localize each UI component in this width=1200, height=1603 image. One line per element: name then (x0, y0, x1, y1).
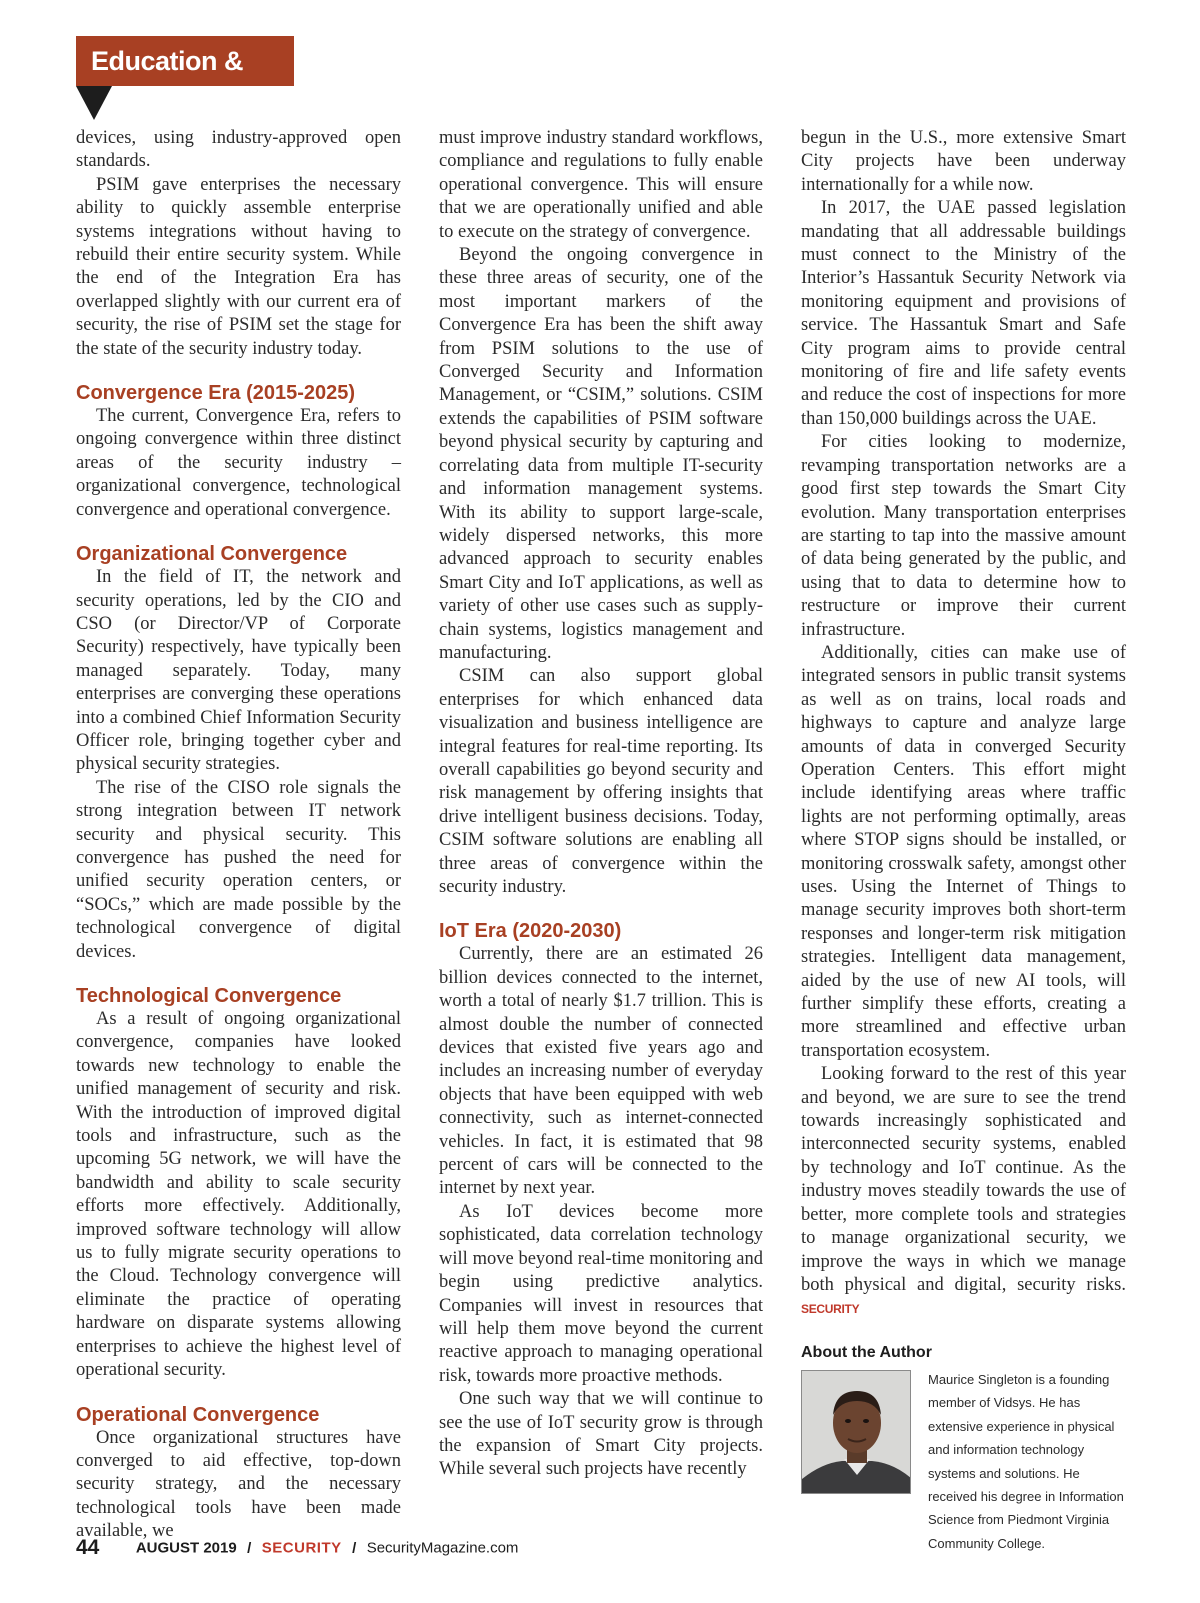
section-heading-iot-era: IoT Era (2020-2030) (439, 920, 622, 943)
website-link[interactable]: SecurityMagazine.com (366, 1539, 519, 1557)
paragraph: PSIM gave enterprises the necessary ability to quickly assemble enterprise systems integrations without having to rebuild their entire security system. While the end of the Integration Era has overlapped slightly with our current era of security, the rise of PSIM set the stage for the state of the security industry today. (76, 174, 401, 359)
author-heading: About the Author (801, 1344, 932, 1361)
paragraph: For cities looking to modernize, revamping transportation networks are a good first step towards the Smart City evolution. Many transportation enterprises are starting to tap into the massive amount of data being generated by the public, and using that to data to determine how to restructure or improve their current infrastructure. (801, 432, 1126, 640)
magazine-name: SECURITY (261, 1539, 342, 1557)
section-heading-convergence-era: Convergence Era (2015-2025) (76, 382, 356, 405)
footer-separator: / (247, 1539, 252, 1557)
article-column-3 (801, 127, 1126, 1322)
end-mark: SECURITY (801, 1302, 860, 1317)
page-footer (76, 1536, 518, 1566)
paragraph: In 2017, the UAE passed legislation mandating that all addressable buildings must connect to the Ministry of the Interior’s Hassantuk Security Network via monitoring equipment and provisions of service. The Hassantuk Smart and Safe City program aims to provide central monitoring of fire and life safety events and reduce the cost of inspections for more than 150,000 buildings across the UAE. (801, 198, 1126, 429)
paragraph: The current, Convergence Era, refers to ongoing convergence within three distinct areas of the security industry – organizational convergence, technological convergence and operational convergence. (76, 406, 401, 520)
paragraph: As IoT devices become more sophisticated, data correlation technology will move beyond real-time monitoring and begin using predictive analytics. Companies will invest in resources that will help them move beyond the current reactive approach to managing operational risk, towards more proactive methods. (439, 1201, 763, 1386)
page-number: 44 (76, 1536, 100, 1559)
article-column-2 (439, 127, 763, 1482)
section-tab: Education & Training (76, 36, 294, 86)
paragraph: CSIM can also support global enterprises for which enhanced data visualization and business intelligence are integral features for real-time reporting. Its overall capabilities go beyond security and risk management by offering insights that drive intelligent business decisions. Today, CSIM software solutions are enabling all three areas of convergence within the security industry. (439, 666, 763, 897)
paragraph: The rise of the CISO role signals the strong integration between IT network security and physical security. This convergence has pushed the need for unified security operation centers, or “SOCs,” which are made possible by the technological convergence of digital devices. (76, 777, 401, 962)
paragraph: devices, using industry-approved open standards. (76, 128, 401, 172)
paragraph: In the field of IT, the network and security operations, led by the CIO and CSO (or Director/VP of Corporate Security) respectively, have typically been managed separately. Today, many enterprises are converging these operations into a combined Chief Information Security Officer role, bringing together cyber and physical security strategies. (76, 567, 401, 775)
paragraph: Additionally, cities can make use of integrated sensors in public transit systems as well as on trains, local roads and highways to capture and analyze large amounts of data in converged Security Operation Centers. This effort might include identifying areas where traffic lights are not performing optimally, areas where STOP signs should be installed, or monitoring crosswalk safety, amongst other uses. Using the Internet of Things to manage security improves both short-term responses and longer-term risk mitigation strategies. Intelligent data management, aided by the use of new AI tools, will further simplify these efforts, creating a more streamlined and effective urban transportation ecosystem. (801, 642, 1126, 1061)
issue-date: AUGUST 2019 (135, 1539, 237, 1557)
paragraph: begun in the U.S., more extensive Smart City projects have been underway internationally for a while now. (801, 128, 1126, 195)
section-tab-pointer (76, 86, 112, 120)
footer-separator: / (352, 1539, 357, 1557)
paragraph: must improve industry standard workflows, compliance and regulations to fully enable operational convergence. This will ensure that we are operationally unified and able to execute on the strategy of convergence. (439, 128, 763, 242)
paragraph: Once organizational structures have converged to aid effective, top-down security strategy, and the necessary technological tools have been made available, we (76, 1427, 401, 1542)
paragraph: Beyond the ongoing convergence in these three areas of security, one of the most important markers of the Convergence Era has been the shift away from PSIM solutions to the use of Converged Security and Information Management, or “CSIM,” solutions. CSIM extends the capabilities of PSIM software beyond physical security by capturing and correlating data from multiple IT-security and information management systems. With its ability to support large-scale, widely dispersed networks, this more advanced approach to security enables Smart City and IoT applications, as well as variety of other use cases such as supply-chain systems, logistics management and manufacturing. (439, 245, 763, 663)
paragraph (801, 1063, 1126, 1321)
paragraph: Currently, there are an estimated 26 billion devices connected to the internet, worth a total of nearly $1.7 trillion. This is almost double the number of connected devices that existed five years ago and includes an increasing number of everyday objects that have been equipped with web connectivity, such as internet-connected vehicles. In fact, it is estimated that 98 percent of cars will be connected to the internet by next year. (439, 944, 763, 1199)
section-heading-operational: Operational Convergence (76, 1403, 320, 1426)
author-bio: Maurice Singleton is a founding member of Vidsys. He has extensive experience in physical and information technology systems and solutions. He received his degree in Information Science from Piedmont Virginia Community College. (928, 1372, 1124, 1551)
section-heading-technological: Technological Convergence (76, 985, 342, 1007)
section-heading-organizational: Organizational Convergence (76, 543, 348, 566)
paragraph: One such way that we will continue to see the use of IoT security grow is through the expansion of Smart City projects. While several such projects have recently (439, 1389, 763, 1480)
author-portrait-icon (802, 1371, 911, 1494)
article-column-1 (76, 127, 401, 1544)
author-photo (801, 1370, 911, 1494)
paragraph-text: Looking forward to the rest of this year and beyond, we are sure to see the trend towards increasingly sophisticated and interconnected security systems, enabled by technology and IoT continue. As the industry moves steadily towards the use of better, more complete tools and strategies to manage organizational security, we improve the ways in which we manage both physical and digital, security risks. (801, 1064, 1126, 1295)
paragraph: As a result of ongoing organizational convergence, companies have looked towards new technology to enable the unified management of security and risk. With the introduction of improved digital tools and infrastructure, such as the upcoming 5G network, we will have the bandwidth and ability to scale security efforts more effectively. Additionally, improved software technology will allow us to fully migrate security operations to the Cloud. Technology convergence will eliminate the practice of operating hardware on disparate systems allowing enterprises to achieve the highest level of operational security. (76, 1009, 401, 1381)
